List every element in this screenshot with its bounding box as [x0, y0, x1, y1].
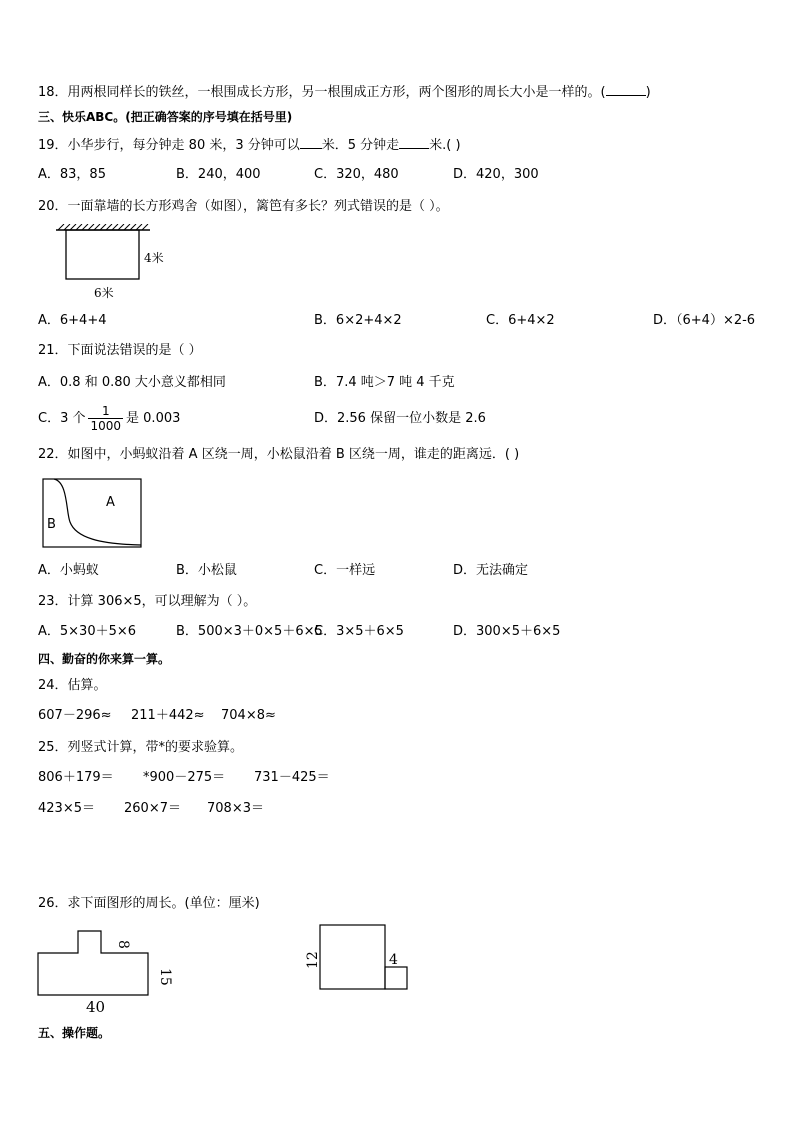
q19-option-d[interactable]: D．420，300 [453, 167, 539, 182]
q20-option-d[interactable]: D．（6+4）×2-6 [653, 313, 756, 328]
section-3-heading: 三、快乐ABC。(把正确答案的序号填在括号里) [38, 110, 293, 124]
calc-item: *900－275＝ [143, 770, 226, 785]
region-figure [40, 476, 146, 550]
fig1-notch-label: 8 [115, 940, 131, 949]
q22-option-b[interactable]: B．小松鼠 [176, 563, 237, 578]
question-20: 20．一面靠墙的长方形鸡舍（如图），篱笆有多长？列式错误的是（ ）。 [38, 199, 449, 214]
question-26: 26．求下面图形的周长。(单位：厘米) [38, 896, 260, 911]
question-21: 21．下面说法错误的是（ ） [38, 343, 202, 358]
q21-option-c[interactable]: C．3 个 $\frac{1}{1000}$ 是 0.003 [38, 404, 181, 433]
q22-option-c[interactable]: C．一样远 [314, 563, 376, 578]
calc-item: 806＋179＝ [38, 770, 114, 785]
figure-notched-rectangle [34, 925, 174, 1017]
calc-item: 423×5＝ [38, 801, 95, 816]
figure-square-with-small-square [300, 922, 420, 994]
chicken-coop-figure [50, 224, 190, 302]
question-22: 22．如图中，小蚂蚁沿着 A 区绕一周，小松鼠沿着 B 区绕一周，谁走的距离远．( ) [38, 447, 520, 462]
question-18-text: 18．用两根同样长的铁丝，一根围成长方形，另一根围成正方形，两个图形的周长大小是一样的。( [38, 85, 606, 100]
q20-option-a[interactable]: A．6+4+4 [38, 313, 107, 328]
calc-item: 708×3＝ [207, 801, 264, 816]
fig2-small-label: 4 [389, 952, 398, 968]
section-4-heading: 四、勤奋的你来算一算。 [38, 652, 171, 666]
fig1-right-label: 15 [157, 968, 173, 986]
q23-option-b[interactable]: B．500×3＋0×5＋6×5 [176, 624, 323, 639]
section-5-heading: 五、操作题。 [38, 1026, 111, 1040]
q20-option-b[interactable]: B．6×2+4×2 [314, 313, 402, 328]
estimate-item: 607－296≈ [38, 708, 112, 723]
q23-option-d[interactable]: D．300×5＋6×5 [453, 624, 561, 639]
q21-option-a[interactable]: A．0.8 和 0.80 大小意义都相同 [38, 375, 226, 390]
answer-blank[interactable] [300, 136, 322, 149]
q19-option-b[interactable]: B．240，400 [176, 167, 261, 182]
q20-option-c[interactable]: C．6+4×2 [486, 313, 555, 328]
question-25: 25．列竖式计算，带*的要求验算。 [38, 740, 244, 755]
q19-option-c[interactable]: C．320，480 [314, 167, 399, 182]
fig1-bottom-label: 40 [86, 998, 106, 1016]
question-24: 24．估算。 [38, 678, 107, 693]
question-23: 23．计算 306×5，可以理解为（ ）。 [38, 594, 257, 609]
estimate-item: 211＋442≈ [131, 708, 205, 723]
q19-option-a[interactable]: A．83，85 [38, 167, 106, 182]
question-19: 19．小华步行，每分钟走 80 米，3 分钟可以 米．5 分钟走 米.( ) [38, 138, 461, 153]
answer-blank[interactable] [606, 83, 646, 96]
question-18: 18．用两根同样长的铁丝，一根围成长方形，另一根围成正方形，两个图形的周长大小是一样的。( ) [38, 85, 651, 100]
estimate-item: 704×8≈ [221, 708, 276, 723]
calc-item: 731－425＝ [254, 770, 330, 785]
fig2-left-label: 12 [305, 951, 321, 969]
region-a-label: A [106, 495, 115, 510]
q23-option-a[interactable]: A．5×30＋5×6 [38, 624, 137, 639]
q22-option-a[interactable]: A．小蚂蚁 [38, 563, 99, 578]
q22-option-d[interactable]: D．无法确定 [453, 563, 529, 578]
q23-option-c[interactable]: C．3×5＋6×5 [314, 624, 404, 639]
fraction: $\frac{1}{1000}$ [90, 404, 122, 433]
q21-option-d[interactable]: D．2.56 保留一位小数是 2.6 [314, 411, 486, 426]
calc-item: 260×7＝ [124, 801, 181, 816]
answer-blank[interactable] [399, 136, 429, 149]
fig-bottom-label: 6米 [94, 286, 114, 300]
q21-option-b[interactable]: B．7.4 吨＞7 吨 4 千克 [314, 375, 455, 390]
fig-side-label: 4米 [144, 251, 164, 265]
region-b-label: B [47, 517, 56, 532]
